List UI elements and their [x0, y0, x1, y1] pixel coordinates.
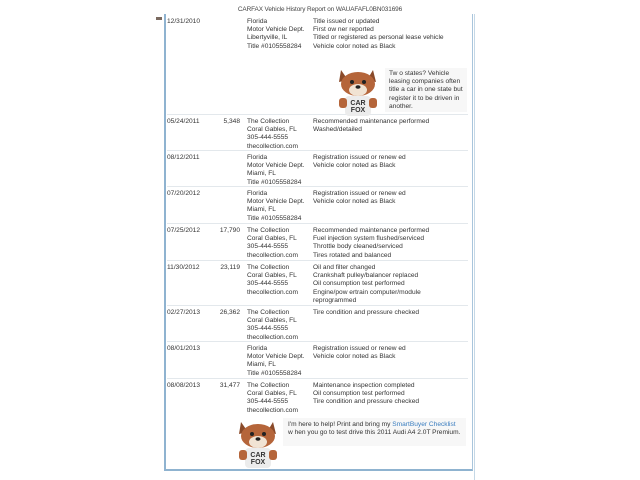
record-odometer: 5,348 — [223, 118, 240, 125]
detail-line: Crankshaft pulley/balancer replaced — [313, 272, 419, 280]
record-details — [313, 118, 468, 134]
tip-text-smartbuyer — [288, 421, 460, 437]
history-record-row — [167, 378, 468, 419]
mascot-shirt-text: CAR — [350, 100, 366, 107]
source-line: Title #0105558284 — [247, 42, 302, 50]
source-line: The Collection — [247, 118, 290, 125]
source-line: Miami, FL — [247, 361, 276, 369]
record-date: 08/08/2013 — [167, 382, 201, 389]
tip-line: title a car in one state but — [389, 86, 463, 94]
record-odometer: 26,362 — [219, 309, 240, 316]
history-record-row — [167, 341, 468, 379]
record-source — [247, 264, 315, 297]
source-line: 305-444-5555 — [247, 325, 289, 333]
detail-line: Washed/detailed — [313, 126, 362, 134]
source-line: The Collection — [247, 309, 290, 316]
tip-text-two-states — [389, 70, 463, 111]
record-date: 11/30/2012 — [167, 264, 200, 271]
carfox-mascot-icon — [333, 66, 383, 118]
detail-line: Fuel injection system flushed/serviced — [313, 235, 425, 243]
smartbuyer-checklist-link[interactable]: SmartBuyer Checklist — [392, 421, 456, 428]
record-details — [313, 264, 468, 305]
source-line: 305-444-5555 — [247, 243, 289, 251]
source-line: Miami, FL — [247, 206, 276, 214]
record-source — [247, 382, 315, 415]
mascot-shirt-text: FOX — [250, 459, 266, 466]
detail-line: Oil and filter changed — [313, 264, 376, 271]
source-line: The Collection — [247, 227, 290, 234]
source-line: thecollection.com — [247, 406, 298, 414]
record-source — [247, 227, 315, 260]
detail-line: Recommended maintenance performed — [313, 227, 430, 234]
tip-line: leasing companies often — [389, 78, 461, 86]
record-date: 08/12/2011 — [167, 154, 200, 161]
tip-text: I'm here to help! Print and bring my — [288, 421, 393, 428]
source-line: thecollection.com — [247, 251, 298, 259]
mascot-shirt-text: FOX — [350, 107, 366, 114]
record-source — [247, 190, 315, 223]
tip-text: w hen you go to test drive this 2011 Audi A4 2.0T Premium. — [288, 429, 461, 437]
source-line: 305-444-5555 — [247, 134, 289, 142]
history-record-row — [167, 150, 468, 187]
tip-line: register it to be driven in — [389, 94, 460, 102]
detail-line: Tire condition and pressure checked — [313, 309, 420, 316]
source-line: Coral Gables, FL — [247, 126, 297, 134]
record-odometer: 31,477 — [219, 382, 240, 389]
source-line: Title #0105558284 — [247, 369, 302, 377]
source-line: Coral Gables, FL — [247, 390, 297, 398]
detail-line: Tires rotated and balanced — [313, 251, 392, 259]
history-record-row — [167, 114, 468, 151]
record-date: 07/25/2012 — [167, 227, 201, 234]
mascot-shirt-text: CAR — [250, 452, 266, 459]
detail-line: Throttle body cleaned/serviced — [313, 243, 403, 251]
source-line: Florida — [247, 190, 268, 197]
history-record-row — [167, 305, 468, 342]
record-details — [313, 382, 468, 407]
detail-line: Vehicle color noted as Black — [313, 198, 396, 206]
record-details — [313, 345, 468, 361]
history-record-row — [167, 186, 468, 224]
record-details — [313, 227, 468, 260]
tip-line: Tw o states? Vehicle — [389, 70, 450, 77]
detail-line: Titled or registered as personal lease vehicle — [313, 34, 444, 42]
source-line: Motor Vehicle Dept. — [247, 162, 305, 170]
record-odometer: 17,790 — [219, 227, 240, 234]
detail-line: Registration issued or renew ed — [313, 190, 406, 197]
source-line: Title #0105558284 — [247, 178, 302, 186]
record-details — [313, 190, 468, 206]
source-line: The Collection — [247, 382, 290, 389]
detail-line: Registration issued or renew ed — [313, 345, 406, 352]
source-line: Florida — [247, 154, 268, 161]
source-line: thecollection.com — [247, 142, 298, 150]
record-date: 08/01/2013 — [167, 345, 201, 352]
source-line: Motor Vehicle Dept. — [247, 26, 305, 34]
source-line: The Collection — [247, 264, 290, 271]
source-line: Motor Vehicle Dept. — [247, 198, 305, 206]
record-date: 07/20/2012 — [167, 190, 201, 197]
detail-line: Vehicle color noted as Black — [313, 353, 396, 361]
detail-line: Vehicle color noted as Black — [313, 42, 396, 50]
record-source — [247, 18, 315, 51]
detail-line: Recommended maintenance performed — [313, 118, 430, 125]
record-source — [247, 309, 315, 342]
carfox-mascot-icon — [233, 418, 283, 470]
source-line: Coral Gables, FL — [247, 317, 297, 325]
detail-line: Vehicle color noted as Black — [313, 162, 396, 170]
tip-line: another. — [389, 102, 413, 110]
source-line: Title #0105558284 — [247, 214, 302, 222]
detail-line: First ow ner reported — [313, 26, 374, 34]
detail-line: Oil consumption test performed — [313, 280, 405, 288]
page-marker — [156, 17, 162, 20]
source-line: Coral Gables, FL — [247, 235, 297, 243]
history-record-row — [167, 223, 468, 261]
source-line: Libertyville, IL — [247, 34, 288, 42]
source-line: Florida — [247, 18, 268, 25]
detail-line: Registration issued or renew ed — [313, 154, 406, 161]
detail-line: Oil consumption test performed — [313, 390, 405, 398]
record-details — [313, 154, 468, 170]
record-date: 12/31/2010 — [167, 18, 201, 25]
record-source — [247, 345, 315, 378]
report-header: CARFAX Vehicle History Report on WAUAFAFL0BN031696 — [237, 6, 403, 13]
record-source — [247, 154, 315, 187]
history-record-row — [167, 260, 468, 306]
record-date: 02/27/2013 — [167, 309, 201, 316]
record-details — [313, 309, 468, 317]
source-line: thecollection.com — [247, 333, 298, 341]
detail-line: reprogrammed — [313, 296, 357, 304]
source-line: 305-444-5555 — [247, 398, 289, 406]
source-line: Coral Gables, FL — [247, 272, 297, 280]
record-date: 05/24/2011 — [167, 118, 200, 125]
detail-line: Engine/pow ertrain computer/module — [313, 288, 421, 296]
detail-line: Maintenance inspection completed — [313, 382, 415, 389]
source-line: Motor Vehicle Dept. — [247, 353, 305, 361]
record-source — [247, 118, 315, 151]
record-details — [313, 18, 468, 51]
detail-line: Title issued or updated — [313, 18, 380, 25]
source-line: thecollection.com — [247, 288, 298, 296]
record-odometer: 23,119 — [220, 264, 240, 271]
source-line: 305-444-5555 — [247, 280, 289, 288]
source-line: Miami, FL — [247, 170, 276, 178]
detail-line: Tire condition and pressure checked — [313, 398, 420, 406]
source-line: Florida — [247, 345, 268, 352]
page-edge-line — [474, 14, 475, 480]
